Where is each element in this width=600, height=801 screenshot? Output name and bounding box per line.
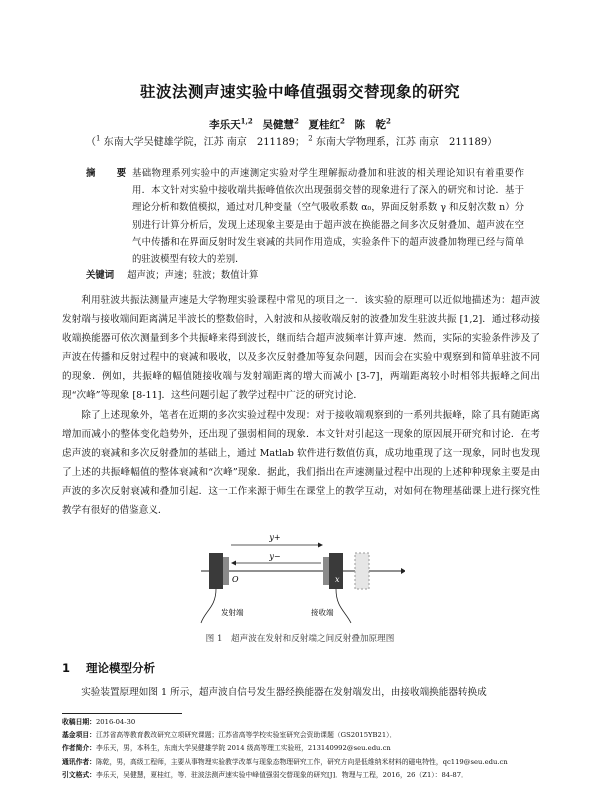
label-origin: O — [232, 575, 239, 584]
footnote-author: 作者简介：李乐天，男，本科生，东南大学吴健雄学院 2014 级高等理工实验班，213140992@seu.edu.cn — [62, 744, 391, 753]
label-transmitter: 发射端 — [221, 608, 244, 617]
abstract-text: 基础物理系列实验中的声速测定实验对学生理解振动叠加和驻波的相关理论知识有着重要作用．本文针对实验中接收端共振峰值依次出现强弱交替的现象进行了深入的研究和讨论．基于理论分析和数值模拟，通过对几种变量（空气吸收系数 α₀，界面反射系数 γ 和反射次数 n）分别进行计算分析后，发现上述现象主要是由于超声波在换能器之间多次反射叠加、超声波在空气中传播和在界面反射时发生衰减的共同作用造成，实验条件下的超声波叠加物理已经与简单的驻波模型有较大的差别． — [132, 168, 524, 266]
paragraph-section-1: 实验装置原理如图 1 所示，超声波自信号发生器经换能器在发射端发出，由接收端换能器转换成 — [81, 687, 487, 698]
receiver-shifted-outline — [355, 553, 369, 589]
paragraph-intro-1: 利用驻波共振法测量声速是大学物理实验课程中常见的项目之一．该实验的原理可以近似地描述为：超声波发射端与接收端间距离满足半波长的整数倍时，入射波和从接收端反射的波叠加发生驻波共振 [1,2]．通过移动接收端换能器可依次测量到多个共振峰来得到波长，继而结合超声波频率计算声速．然而，实际的实验条件涉及了声波在传播和反射过程中的衰减和吸收，以及多次反射叠加等复杂问题，因而会在实验中观察到和简单驻波不同的现象．例如，共振峰的幅值随接收端与发射端距离的增大而减小 [3-7]，两端距离较小时相邻共振峰之间出现“次峰”等现象 [8-11]．这些问题引起了教学过程中广泛的研究讨论． — [62, 295, 540, 401]
section-title: 理论模型分析 — [86, 661, 156, 675]
affiliations: （$^1$ 东南大学吴健雄学院，江苏 南京 211189； $^2$ 东南大学物理系，江苏 南京 211189） — [86, 134, 498, 148]
footnote-fund: 基金项目：江苏省高等教育教改研究立项研究课题；江苏省高等学校实验室研究会资助课题（GS2015YB21）． — [62, 731, 397, 740]
author: 陈 乾$^2$ — [354, 116, 391, 131]
footnote-citation: 引文格式：李乐天，吴健慧，夏桂红，等．驻波法测声速实验中峰值强弱交替现象的研究[J]．物理与工程，2016，26（Z1）：84-87． — [62, 770, 468, 779]
author: 吴健慧$^2$ — [262, 116, 299, 131]
label-x: x — [335, 575, 340, 584]
paper-title: 驻波法测声速实验中峰值强弱交替现象的研究 — [139, 83, 460, 101]
footnotes — [62, 716, 540, 782]
transmitter-cable — [201, 589, 216, 623]
receiver-cable — [336, 589, 351, 623]
author-list — [0, 116, 600, 132]
author: 李乐天$^{1,2}$ — [209, 116, 253, 131]
footnote-divider — [62, 713, 182, 714]
paragraph-intro-2: 除了上述现象外，笔者在近期的多次实验过程中发现：对于接收端观察到的一系列共振峰，除了具有随距离增加而减小的整体变化趋势外，还出现了强弱相间的现象．本文针对引起这一现象的原因展开研究和讨论．在考虑声波的衰减和多次反射叠加的基础上，通过 Matlab 软件进行数值仿真，成功地重现了这一现象，同时也发现了上述的共振峰幅值的整体衰减和“次峰”现象．据此，我们指出在声速测量过程中出现的上述种种现象主要是由声波的多次反射衰减和叠加引起．这一工作来源于师生在课堂上的教学互动，对如何在物理基础课上进行探究性教学有很好的借鉴意义． — [62, 410, 540, 516]
transmitter-face — [223, 557, 229, 585]
backward-arrow-head-icon — [231, 561, 236, 566]
section-number: 1 — [62, 661, 71, 675]
receiver-face — [323, 557, 329, 585]
affiliation-2: 东南大学物理系，江苏 南京 211189） — [315, 137, 498, 148]
x-axis-arrow-icon — [401, 568, 405, 574]
figure-1-diagram — [195, 527, 405, 627]
label-y-plus: y+ — [269, 533, 281, 542]
footnote-corresponding: 通讯作者：陈乾，男，高级工程师，主要从事物理实验教学改革与现象态物理研究工作，研究方向是低维纳米材料的磁电特性，qc119@seu.edu.cn — [62, 757, 508, 766]
transmitter-transducer — [209, 553, 223, 589]
keywords-label: 关键词 — [86, 270, 115, 281]
keywords-text: 超声波；声速；驻波；数值计算 — [127, 270, 259, 281]
figure-1-caption: 图 1 超声波在发射和反射端之间反射叠加原理图 — [205, 634, 395, 644]
footnote-received: 收稿日期：2016-04-30 — [62, 718, 136, 726]
label-receiver: 接收端 — [311, 608, 334, 617]
section-heading — [62, 660, 155, 676]
label-y-minus: y− — [269, 552, 281, 561]
author: 夏桂红$^2$ — [308, 116, 345, 131]
affiliation-1: 东南大学吴健雄学院，江苏 南京 211189； — [103, 137, 306, 148]
keywords — [86, 267, 258, 281]
forward-arrow-head-icon — [318, 543, 323, 548]
abstract-label: 摘 要 — [86, 168, 133, 179]
